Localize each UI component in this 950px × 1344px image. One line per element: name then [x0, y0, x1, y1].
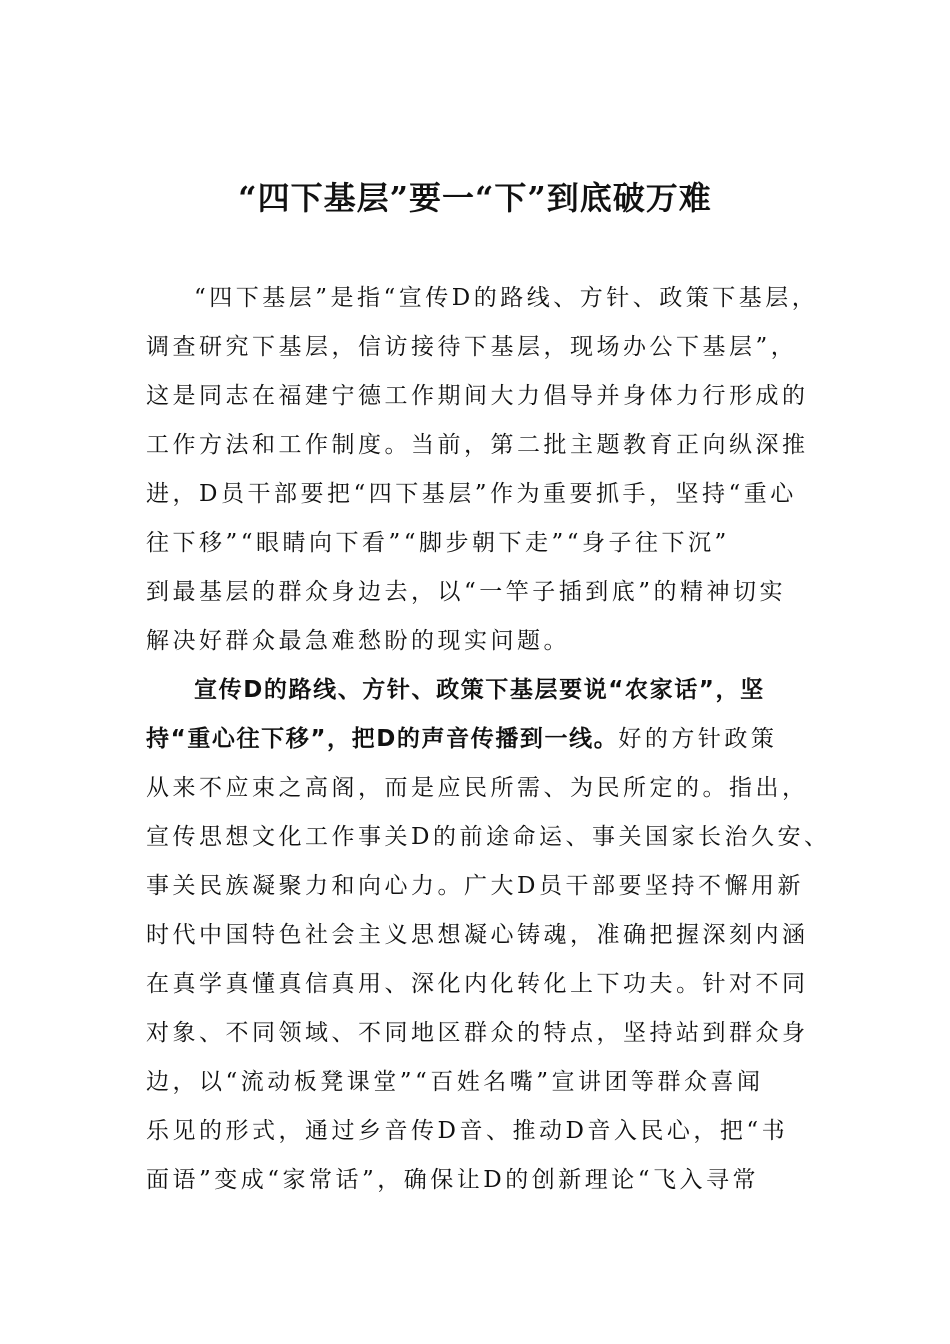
document-body	[146, 274, 836, 1205]
paragraph-2	[146, 666, 836, 1205]
paragraph-line: 到最基层的群众身边去，以“一竿子插到底”的精神切实	[146, 579, 787, 605]
paragraph-line	[146, 666, 836, 715]
paragraph-line: 对象、不同领域、不同地区群众的特点，坚持站到群众身	[146, 1020, 809, 1046]
paragraph-line: 宣传思想文化工作事关D的前途命运、事关国家长治久安、	[146, 824, 831, 850]
paragraph-line	[146, 715, 836, 764]
paragraph-line: 乐见的形式，通过乡音传D音、推动D音入民心，把“书	[146, 1118, 789, 1144]
paragraph-text: 好的方针政策	[618, 726, 778, 752]
paragraph-line: 解决好群众最急难愁盼的现实问题。	[146, 628, 570, 654]
paragraph-line: 调查研究下基层，信访接待下基层，现场办公下基层”，	[146, 334, 798, 360]
paragraph-line: 进，D员干部要把“四下基层”作为重要抓手，坚持“重心	[146, 481, 797, 507]
paragraph-line: 事关民族凝聚力和向心力。广大D员干部要坚持不懈用新	[146, 873, 804, 899]
bold-lead-text: 持“重心往下移”，把D的声音传播到一线。	[146, 726, 619, 752]
bold-lead-text: 宣传D的路线、方针、政策下基层要说“农家话”，坚	[194, 677, 765, 703]
paragraph-line: 从来不应束之高阁，而是应民所需、为民所定的。指出，	[146, 775, 809, 801]
paragraph-line: 工作方法和工作制度。当前，第二批主题教育正向纵深推	[146, 432, 809, 458]
paragraph-line: 往下移”“眼睛向下看”“脚步朝下走”“身子往下沉”	[146, 530, 730, 556]
paragraph-line: 面语”变成“家常话”，确保让D的创新理论“飞入寻常	[146, 1167, 759, 1193]
paragraph-line: 边，以“流动板凳课堂”“百姓名嘴”宣讲团等群众喜闻	[146, 1069, 764, 1095]
paragraph-line: 时代中国特色社会主义思想凝心铸魂，准确把握深刻内涵	[146, 922, 809, 948]
paragraph-line: 这是同志在福建宁德工作期间大力倡导并身体力行形成的	[146, 383, 809, 409]
paragraph-1	[146, 274, 836, 666]
paragraph-line: 在真学真懂真信真用、深化内化转化上下功夫。针对不同	[146, 971, 809, 997]
paragraph-line: “四下基层”是指“宣传D的路线、方针、政策下基层，	[194, 285, 819, 311]
document-title: “四下基层”要一“下”到底破万难	[238, 179, 712, 217]
